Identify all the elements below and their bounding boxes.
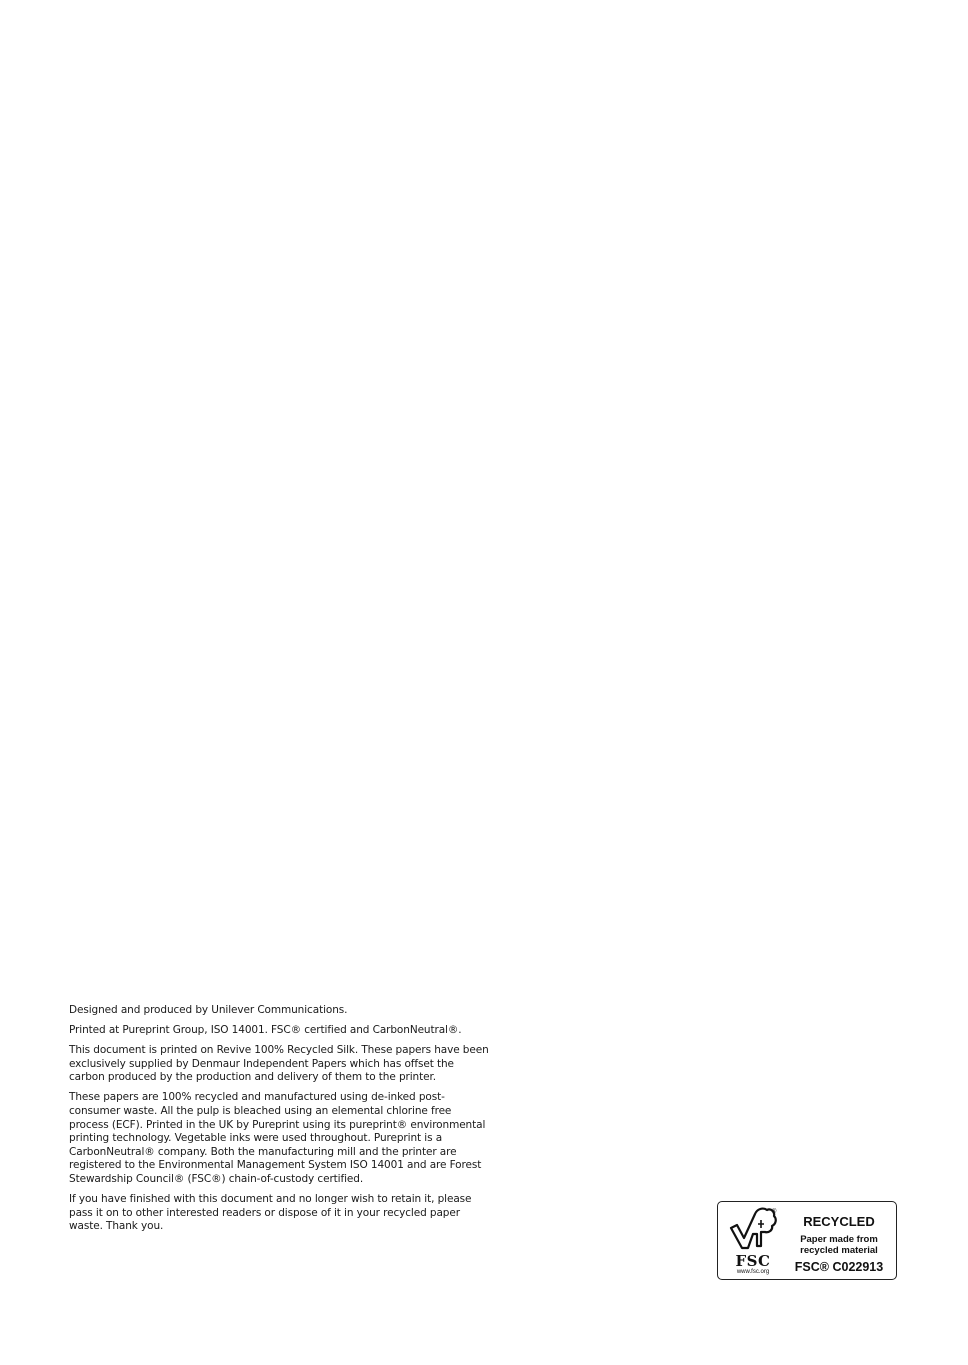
fsc-logo xyxy=(724,1206,782,1276)
colophon-recycling-note: If you have finished with this document and no longer wish to retain it, please pass it on to other interested readers or dispose of it in your recycled paper waste. Thank you. xyxy=(69,1193,472,1233)
fsc-wordmark: FSC xyxy=(735,1252,771,1270)
colophon-paper: This document is printed on Revive 100% Recycled Silk. These papers have been exclusively supplied by Denmaur Independent Papers which has offset the carbon produced by the production and delivery of them to the printer. xyxy=(69,1044,489,1084)
colophon xyxy=(69,1004,489,1240)
fsc-label-block xyxy=(782,1202,896,1279)
fsc-tree-checkmark-icon xyxy=(728,1206,778,1252)
fsc-url: www.fsc.org xyxy=(736,1269,770,1275)
fsc-license-code: FSC® C022913 xyxy=(794,1260,884,1274)
fsc-description: Paper made from recycled material xyxy=(800,1234,878,1256)
colophon-credits: Designed and produced by Unilever Communications. xyxy=(69,1004,348,1016)
fsc-recycled-badge xyxy=(717,1201,897,1280)
colophon-environment: These papers are 100% recycled and manufactured using de-inked post-consumer waste. All the pulp is bleached using an elemental chlorine free process (ECF). Printed in the UK by Pureprint using its pureprint® environmental printing technology. Vegetable inks were used throughout. Pureprint is a CarbonNeutral® company. Both the manufacturing mill and the printer are registered to the Environmental Management System ISO 14001 and are Forest Stewardship Council® (FSC®) chain-of-custody certified. xyxy=(69,1091,486,1186)
colophon-printer: Printed at Pureprint Group, ISO 14001. FSC® certified and CarbonNeutral®. xyxy=(69,1024,462,1037)
fsc-title: RECYCLED xyxy=(803,1214,875,1229)
fsc-registered-mark: ® xyxy=(772,1209,777,1215)
